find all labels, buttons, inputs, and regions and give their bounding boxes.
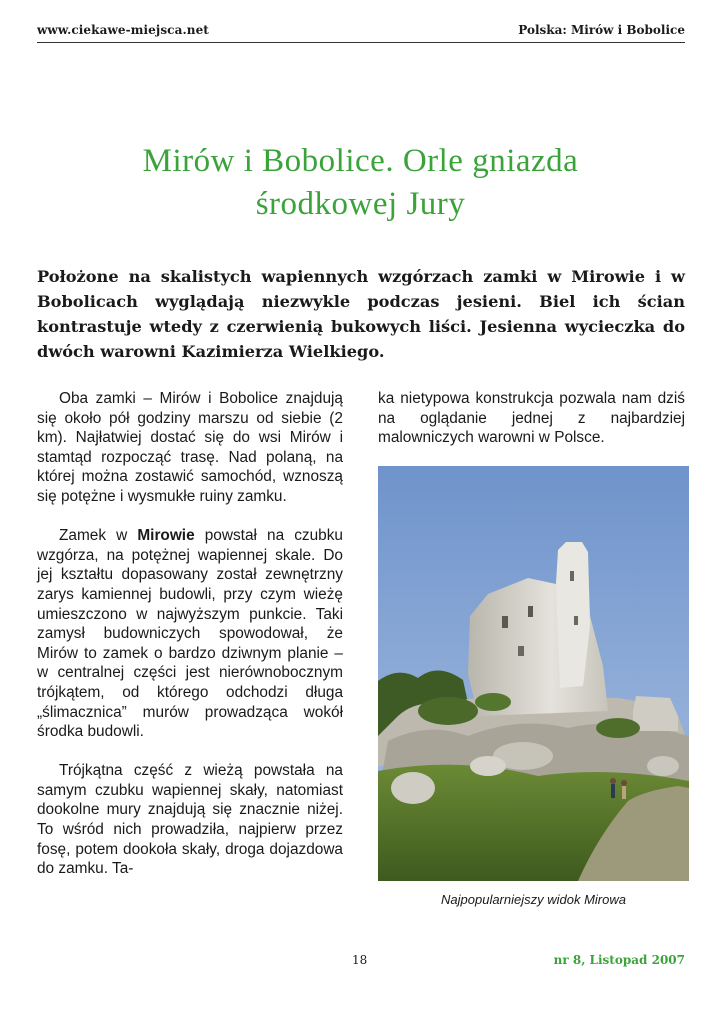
paragraph-4: ka nietypowa konstrukcja pozwala nam dziś na oglądanie jednej z najbardziej malowniczych warowni w Polsce.	[378, 390, 685, 447]
photo-caption: Najpopularniejszy widok Mirowa	[441, 892, 626, 907]
paragraph-2-highlight: Mirowie	[137, 527, 195, 545]
page-header	[37, 22, 685, 43]
text-column-right	[378, 389, 685, 448]
castle-ruin-photo-graphic	[378, 466, 689, 881]
website-url[interactable]: www.ciekawe-miejsca.net	[37, 23, 209, 37]
article-title-line2: środkowej Jury	[255, 186, 466, 222]
paragraph-1: Oba zamki – Mirów i Bobolice znajdują się około pół godziny marszu od siebie (2 km). Najłatwiej dostać się do wsi Mirów i stamtąd rozpocząć trasę. Nad polaną, na której można zostawić samochód, wznoszą się potężne i wysmukłe ruiny zamku.	[37, 390, 343, 505]
paragraph-2-start: Zamek w	[59, 527, 138, 545]
paragraph-2	[37, 526, 343, 742]
article-lead: Położone na skalistych wapiennych wzgórzach zamki w Mirowie i w Bobolicach wyglądają niezwykle podczas jesieni. Biel ich ścian kontrastuje wtedy z czerwienią bukowych liści. Jesienna wycieczka do dwóch warowni Kazimierza Wielkiego.	[37, 267, 685, 361]
article-title	[60, 140, 661, 226]
section-title: Polska: Mirów i Bobolice	[518, 23, 685, 37]
article-title-line1: Mirów i Bobolice. Orle gniazda	[142, 143, 579, 179]
issue-label: nr 8, Listopad 2007	[553, 953, 685, 967]
castle-ruin-photo	[378, 466, 689, 881]
page-number: 18	[352, 953, 368, 967]
paragraph-3: Trójkątna część z wieżą powstała na samym czubku wapiennej skały, natomiast dookolne mury znajdują się znacznie niżej. To wśród nich prowadziła, najpierw przez fosę, potem dookoła skały, droga dojazdowa do zamku. Ta-	[37, 762, 343, 878]
text-column-left	[37, 389, 343, 879]
paragraph-2-rest: powstał na czubku wzgórza, na potężnej wapiennej skale. Do jej kształtu dopasowany został zewnętrzny zarys kamiennej budowli, przy czym wieżę umieszczono w najwyższym punkcie. Taki zamysł budowniczych spowodował, że Mirów to zamek o bardzo dziwnym planie – w centralnej części jest nierównobocznym trójkątem, od którego odchodzi długa „ślimacznica” murów prowadząca wokół środka budowli.	[37, 527, 343, 741]
